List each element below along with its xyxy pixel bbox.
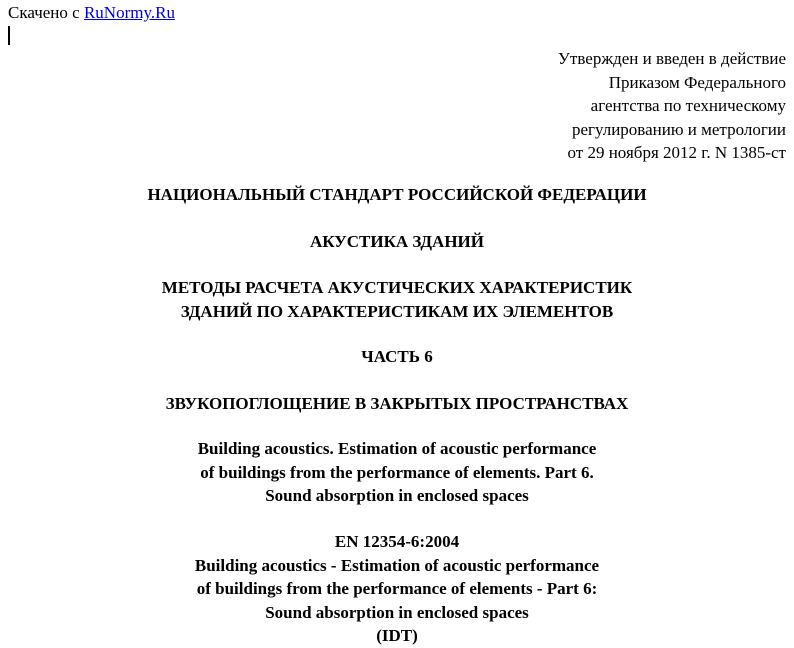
part-text: ЧАСТЬ 6 xyxy=(361,347,433,366)
download-prefix: Скачено с xyxy=(8,3,84,22)
approval-line: Приказом Федерального xyxy=(608,72,786,92)
text-caret xyxy=(8,26,10,45)
en-title-line: Building acoustics - Estimation of acoustic performance xyxy=(194,555,600,575)
english-title-line: Sound absorption in enclosed spaces xyxy=(265,486,529,505)
english-title-line: of buildings from the performance of elements. Part 6. xyxy=(200,462,594,482)
approval-line: Утвержден и введен в действие xyxy=(557,49,786,68)
approval-line: агентства по техническому xyxy=(590,96,786,115)
download-source xyxy=(8,3,175,23)
en-standard xyxy=(0,530,794,648)
english-title-line: Building acoustics. Estimation of acoustic performance xyxy=(197,439,597,458)
standard-heading xyxy=(0,183,794,207)
approval-line: от 29 ноября 2012 г. N 1385-ст xyxy=(567,143,786,162)
part-number xyxy=(0,345,794,369)
approval-line: регулированию и метрологии xyxy=(571,119,786,139)
runormy-link[interactable]: RuNormy.Ru xyxy=(83,3,175,22)
part-title xyxy=(0,392,794,416)
en-title-line: of buildings from the performance of elements - Part 6: xyxy=(196,579,598,598)
title-line: ЗДАНИЙ ПО ХАРАКТЕРИСТИКАМ ИХ ЭЛЕМЕНТОВ xyxy=(180,301,614,321)
part-title-text: ЗВУКОПОГЛОЩЕНИЕ В ЗАКРЫТЫХ ПРОСТРАНСТВАХ xyxy=(165,394,629,413)
approval-block xyxy=(558,47,786,165)
subject-text: АКУСТИКА ЗДАНИЙ xyxy=(309,232,484,251)
english-title xyxy=(0,437,794,508)
document-title xyxy=(0,276,794,323)
heading-text: НАЦИОНАЛЬНЫЙ СТАНДАРТ РОССИЙСКОЙ ФЕДЕРАЦИИ xyxy=(147,185,647,204)
idt-mark: (IDT) xyxy=(376,626,418,645)
subject-heading xyxy=(0,230,794,254)
title-line: МЕТОДЫ РАСЧЕТА АКУСТИЧЕСКИХ ХАРАКТЕРИСТИК xyxy=(161,278,633,297)
en-title-line: Sound absorption in enclosed spaces xyxy=(265,602,529,622)
en-code: EN 12354-6:2004 xyxy=(334,532,460,551)
